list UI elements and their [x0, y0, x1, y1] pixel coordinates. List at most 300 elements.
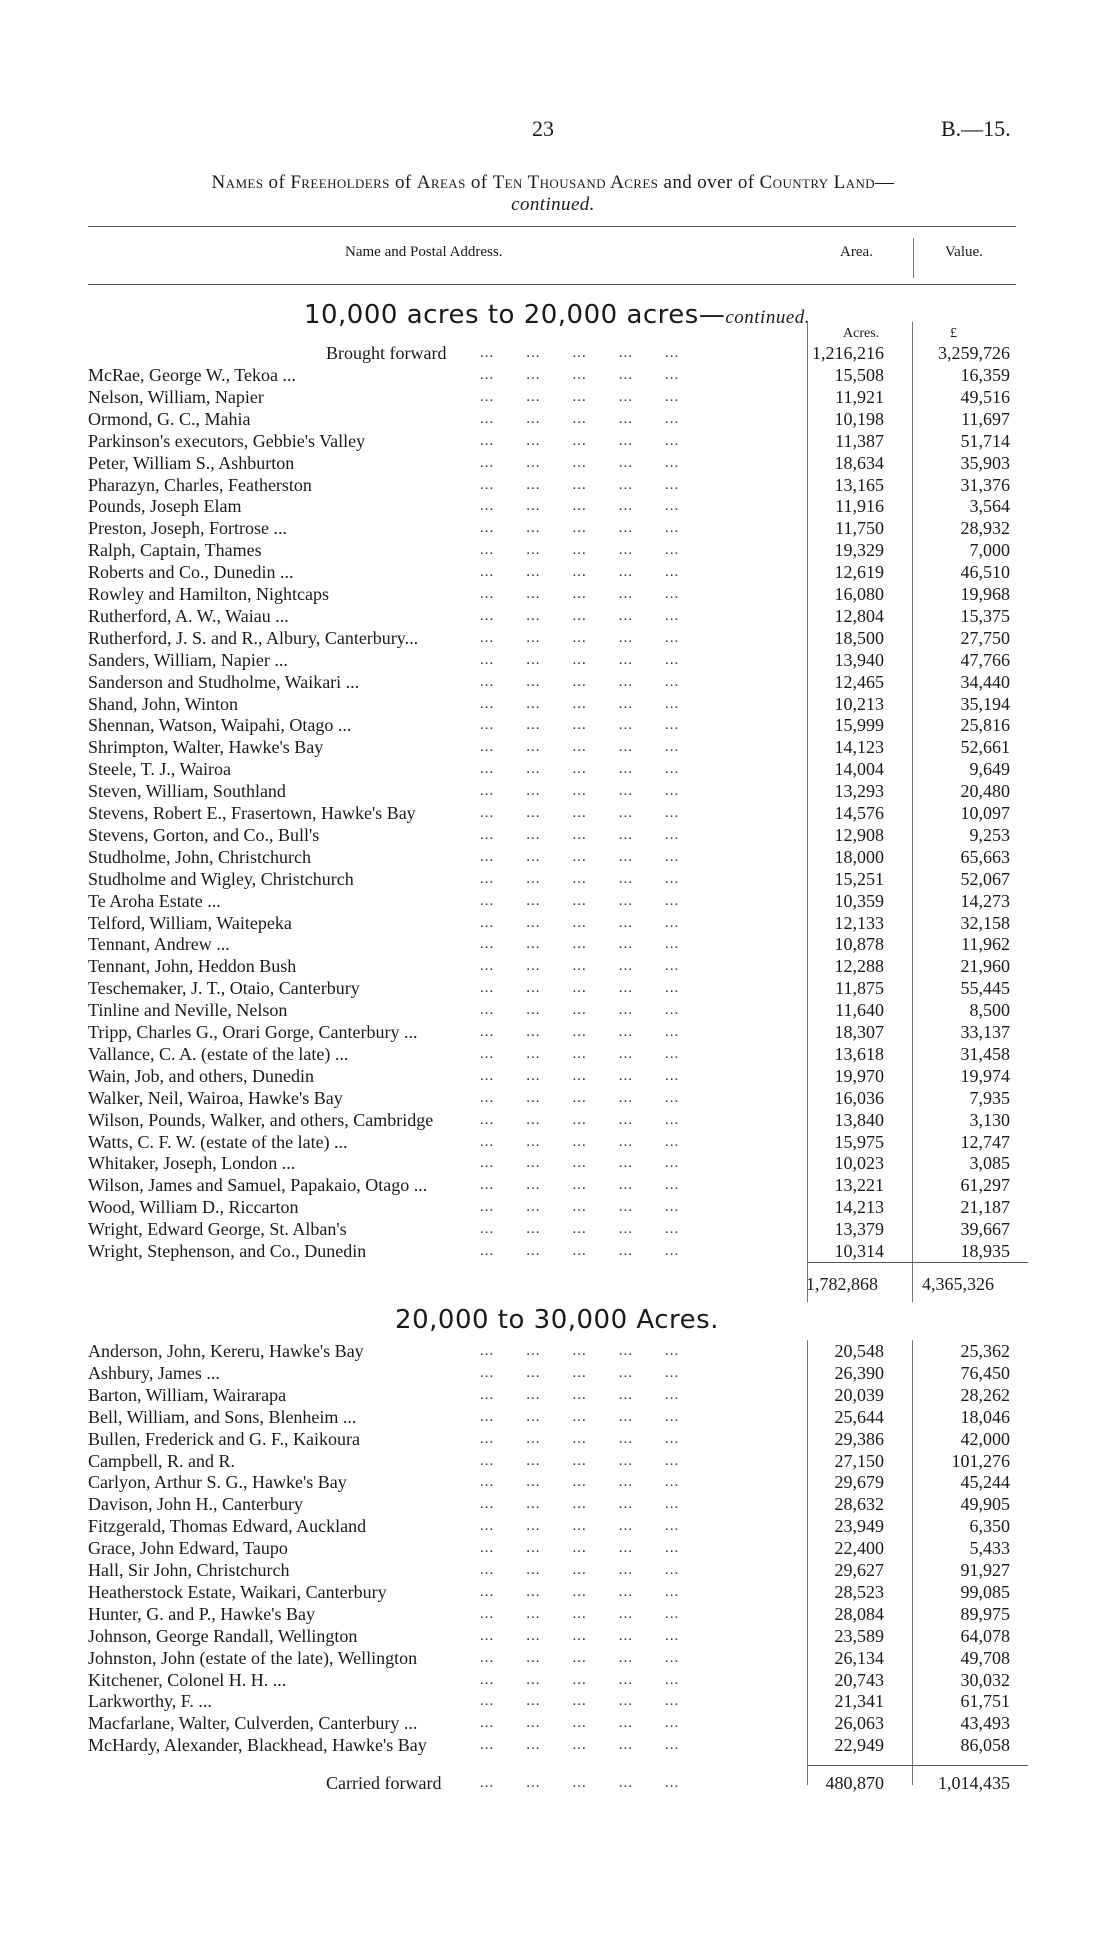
row-value: 39,667: [960, 1219, 1010, 1240]
row-area: 20,743: [834, 1669, 884, 1690]
leader-dots: ... ... ... ... ...: [480, 1045, 680, 1062]
row-value: 32,158: [960, 912, 1010, 933]
row-area: 15,508: [834, 365, 884, 385]
table-row: [0, 1174, 1114, 1196]
row-area: 15,975: [834, 1131, 884, 1152]
table-row: [0, 561, 1114, 583]
row-value: 3,130: [969, 1109, 1010, 1130]
row-value: 9,649: [969, 759, 1010, 780]
leader-dots: ... ... ... ... ...: [480, 1111, 680, 1128]
row-name: Heatherstock Estate, Waikari, Canterbury: [88, 1581, 387, 1602]
row-value: 33,137: [960, 1022, 1010, 1042]
row-value: 3,259,726: [938, 343, 1010, 363]
row-name: Shennan, Watson, Waipahi, Otago ...: [88, 715, 352, 736]
row-value: 30,032: [960, 1669, 1010, 1690]
row-name: Pounds, Joseph Elam: [88, 496, 242, 517]
leader-dots: ... ... ... ... ...: [480, 980, 680, 997]
table-row: [0, 474, 1114, 496]
row-name: Larkworthy, F. ...: [88, 1691, 212, 1712]
row-area: 12,288: [834, 956, 884, 977]
row-area: 28,632: [834, 1494, 884, 1515]
row-value: 55,445: [960, 978, 1010, 999]
row-area: 13,840: [834, 1109, 884, 1130]
table-row: [0, 1340, 1114, 1362]
row-name: Studholme, John, Christchurch: [88, 846, 311, 867]
leader-dots: ... ... ... ... ...: [480, 367, 680, 383]
table-row: [0, 955, 1114, 977]
row-value: 10,097: [960, 803, 1010, 823]
leader-dots: ... ... ... ... ...: [480, 1627, 680, 1644]
table-row: [0, 1196, 1114, 1218]
row-name: Johnston, John (estate of the late), Wellington: [88, 1647, 418, 1668]
row-area: 21,341: [834, 1691, 884, 1712]
row-area: 26,063: [834, 1713, 884, 1734]
table-row: [0, 1021, 1114, 1043]
section-title-20000-30000: 20,000 to 30,000 Acres.: [395, 1305, 719, 1335]
subtotal-rule: [808, 1262, 1028, 1263]
row-name: Grace, John Edward, Taupo: [88, 1538, 288, 1559]
row-area: 29,627: [834, 1560, 884, 1580]
row-area: 19,970: [834, 1065, 884, 1086]
row-name: Nelson, William, Napier: [88, 386, 264, 407]
row-value: 11,697: [961, 408, 1010, 429]
row-area: 11,640: [835, 1000, 884, 1021]
row-value: 20,480: [960, 781, 1010, 802]
row-area: 13,165: [834, 474, 884, 495]
table-row: [0, 758, 1114, 780]
section1-total-area: 1,782,868: [806, 1274, 878, 1294]
row-area: 11,916: [835, 496, 884, 517]
row-name: Tennant, Andrew ...: [88, 934, 230, 955]
leader-dots: ... ... ... ... ...: [480, 695, 680, 712]
row-value: 8,500: [969, 1000, 1010, 1021]
row-name: Wright, Edward George, St. Alban's: [88, 1219, 347, 1240]
row-value: 28,932: [960, 518, 1010, 539]
table-row: [0, 1109, 1114, 1131]
table-row: [0, 693, 1114, 715]
leader-dots: ... ... ... ... ...: [480, 542, 680, 559]
row-area: 16,036: [834, 1087, 884, 1108]
row-value: 27,750: [960, 627, 1010, 648]
row-name: Hunter, G. and P., Hawke's Bay: [88, 1603, 315, 1624]
row-name: Steven, William, Southland: [88, 781, 286, 802]
row-name: Stevens, Gorton, and Co., Bull's: [88, 824, 320, 845]
column-header-name: Name and Postal Address.: [345, 244, 503, 260]
leader-dots: ... ... ... ... ...: [480, 1089, 680, 1106]
table-row: [0, 802, 1114, 824]
leader-dots: ... ... ... ... ...: [480, 498, 680, 515]
row-name: Kitchener, Colonel H. H. ...: [88, 1669, 287, 1690]
table-row: [0, 517, 1114, 539]
row-name: Peter, William S., Ashburton: [88, 452, 295, 473]
row-area: 10,213: [834, 693, 884, 714]
leader-dots: ... ... ... ... ...: [480, 586, 680, 602]
row-area: 10,359: [834, 890, 884, 911]
leader-dots: ... ... ... ... ...: [480, 1155, 680, 1172]
row-value: 1,014,435: [938, 1773, 1010, 1793]
page-title: Names of Freeholders of Areas of Ten Thousand Acres and over of Country Land— continued.: [88, 172, 1018, 216]
row-name: Bell, William, and Sons, Blenheim ...: [88, 1406, 357, 1427]
area-unit-label: Acres.: [843, 326, 880, 341]
leader-dots: ... ... ... ... ...: [480, 1671, 680, 1688]
leader-dots: ... ... ... ... ...: [480, 914, 680, 931]
table-row: [0, 1581, 1114, 1603]
table-row: [0, 1240, 1114, 1262]
row-value: 34,440: [960, 671, 1010, 692]
table-row: [0, 1734, 1114, 1756]
table-row: [0, 1772, 1114, 1794]
leader-dots: ... ... ... ... ...: [480, 1177, 680, 1194]
row-value: 18,046: [960, 1406, 1010, 1427]
leader-dots: ... ... ... ... ...: [480, 1562, 680, 1578]
row-area: 13,940: [834, 649, 884, 670]
leader-dots: ... ... ... ... ...: [480, 651, 680, 668]
value-unit-label: £: [950, 326, 957, 341]
section1-total-value: 4,365,326: [922, 1274, 994, 1294]
row-area: 12,804: [834, 605, 884, 626]
row-name: Hall, Sir John, Christchurch: [88, 1560, 290, 1580]
row-value: 47,766: [960, 649, 1010, 670]
leader-dots: ... ... ... ... ...: [480, 410, 680, 427]
leader-dots: ... ... ... ... ...: [480, 826, 680, 843]
row-value: 21,960: [960, 956, 1010, 977]
row-area: 14,576: [834, 803, 884, 823]
row-area: 14,004: [834, 759, 884, 780]
row-name: Steele, T. J., Wairoa: [88, 759, 232, 780]
row-name: McHardy, Alexander, Blackhead, Hawke's Bay: [88, 1735, 427, 1756]
document-reference: B.—15.: [941, 116, 1011, 141]
table-row: [0, 1087, 1114, 1109]
row-value: 49,708: [960, 1647, 1010, 1668]
table-row: [0, 933, 1114, 955]
row-area: 19,329: [834, 540, 884, 561]
row-area: 20,548: [834, 1341, 884, 1361]
row-value: 12,747: [960, 1131, 1010, 1152]
table-row: [0, 671, 1114, 693]
table-row: [0, 780, 1114, 802]
row-name: Pharazyn, Charles, Featherston: [88, 474, 312, 495]
table-row: [0, 846, 1114, 868]
row-area: 22,949: [834, 1735, 884, 1756]
row-value: 21,187: [960, 1197, 1010, 1218]
row-value: 7,000: [969, 540, 1010, 561]
table-row: [0, 342, 1114, 364]
row-value: 31,458: [960, 1043, 1010, 1064]
row-name: Teschemaker, J. T., Otaio, Canterbury: [88, 978, 360, 999]
carried-forward-rule: [808, 1765, 1028, 1766]
row-area: 15,999: [834, 715, 884, 736]
column-header-value: Value.: [945, 244, 983, 260]
row-area: 22,400: [834, 1538, 884, 1559]
row-area: 26,134: [834, 1647, 884, 1668]
row-area: 18,307: [834, 1022, 884, 1042]
section-title-10000-20000: 10,000 acres to 20,000 acres—continued.: [303, 300, 811, 330]
table-row: [0, 1669, 1114, 1691]
row-area: 14,123: [834, 737, 884, 758]
column-header-area: Area.: [840, 244, 873, 260]
row-area: 13,293: [834, 781, 884, 802]
row-value: 49,516: [960, 386, 1010, 407]
row-name: Bullen, Frederick and G. F., Kaikoura: [88, 1428, 360, 1449]
leader-dots: ... ... ... ... ...: [480, 1133, 680, 1150]
row-area: 25,644: [834, 1406, 884, 1427]
leader-dots: ... ... ... ... ...: [480, 564, 680, 581]
row-area: 12,133: [834, 912, 884, 933]
table-row: [0, 649, 1114, 671]
row-area: 12,908: [834, 824, 884, 845]
row-area: 11,875: [835, 978, 884, 999]
row-name: Anderson, John, Kereru, Hawke's Bay: [88, 1341, 364, 1361]
row-area: 13,379: [834, 1219, 884, 1240]
row-name: Studholme and Wigley, Christchurch: [88, 868, 354, 889]
table-row: [0, 1152, 1114, 1174]
leader-dots: ... ... ... ... ...: [480, 1199, 680, 1216]
leader-dots: ... ... ... ... ...: [480, 1518, 680, 1535]
header-rule-top: [88, 226, 1016, 227]
row-area: 28,523: [834, 1581, 884, 1602]
row-name: Carried forward: [326, 1773, 442, 1793]
leader-dots: ... ... ... ... ...: [480, 1024, 680, 1040]
row-area: 14,213: [834, 1197, 884, 1218]
row-area: 10,198: [834, 408, 884, 429]
row-area: 23,589: [834, 1625, 884, 1646]
leader-dots: ... ... ... ... ...: [480, 717, 680, 734]
row-value: 14,273: [960, 890, 1010, 911]
leader-dots: ... ... ... ... ...: [480, 1583, 680, 1600]
row-value: 7,935: [969, 1087, 1010, 1108]
row-name: Telford, William, Waitepeka: [88, 912, 292, 933]
leader-dots: ... ... ... ... ...: [480, 1386, 680, 1403]
row-area: 11,750: [835, 518, 884, 539]
row-name: Watts, C. F. W. (estate of the late) ...: [88, 1131, 348, 1152]
leader-dots: ... ... ... ... ...: [480, 1737, 680, 1754]
row-value: 61,751: [960, 1691, 1010, 1712]
leader-dots: ... ... ... ... ...: [480, 1605, 680, 1622]
table-row: [0, 977, 1114, 999]
row-area: 16,080: [834, 584, 884, 604]
row-value: 9,253: [969, 824, 1010, 845]
row-area: 28,084: [834, 1603, 884, 1624]
row-value: 46,510: [960, 562, 1010, 583]
row-name: Stevens, Robert E., Frasertown, Hawke's Bay: [88, 803, 416, 823]
row-value: 61,297: [960, 1175, 1010, 1196]
table-row: [0, 1384, 1114, 1406]
row-name: Wood, William D., Riccarton: [88, 1197, 299, 1218]
row-name: Johnson, George Randall, Wellington: [88, 1625, 358, 1646]
row-value: 15,375: [960, 605, 1010, 626]
leader-dots: ... ... ... ... ...: [480, 1649, 680, 1666]
row-name: Wilson, James and Samuel, Papakaio, Otago ...: [88, 1175, 428, 1196]
header-rule-bottom: [88, 284, 1016, 285]
row-area: 480,870: [825, 1773, 884, 1793]
row-name: Barton, William, Wairarapa: [88, 1384, 287, 1405]
leader-dots: ... ... ... ... ...: [480, 783, 680, 800]
table-row: [0, 1537, 1114, 1559]
row-area: 26,390: [834, 1362, 884, 1383]
table-row: [0, 999, 1114, 1021]
table-row: [0, 605, 1114, 627]
table-row: [0, 386, 1114, 408]
table-row: [0, 1647, 1114, 1669]
leader-dots: ... ... ... ... ...: [480, 1364, 680, 1381]
row-value: 65,663: [960, 846, 1010, 867]
row-name: Rutherford, J. S. and R., Albury, Canterbury...: [88, 627, 419, 648]
row-name: Fitzgerald, Thomas Edward, Auckland: [88, 1516, 367, 1537]
row-area: 27,150: [834, 1450, 884, 1471]
leader-dots: ... ... ... ... ...: [480, 1693, 680, 1710]
leader-dots: ... ... ... ... ...: [480, 958, 680, 975]
row-area: 11,387: [835, 430, 884, 451]
leader-dots: ... ... ... ... ...: [480, 761, 680, 778]
header-separator: [913, 238, 914, 278]
leader-dots: ... ... ... ... ...: [480, 345, 680, 361]
row-value: 49,905: [960, 1494, 1010, 1515]
table-row: [0, 1559, 1114, 1581]
leader-dots: ... ... ... ... ...: [480, 739, 680, 756]
row-area: 1,216,216: [812, 343, 884, 363]
row-area: 10,023: [834, 1153, 884, 1174]
leader-dots: ... ... ... ... ...: [480, 476, 680, 493]
row-name: Parkinson's executors, Gebbie's Valley: [88, 430, 366, 451]
row-value: 25,816: [960, 715, 1010, 736]
row-name: Rutherford, A. W., Waiau ...: [88, 605, 289, 626]
title-continued: continued.: [511, 194, 595, 215]
row-value: 91,927: [960, 1560, 1010, 1580]
row-value: 19,974: [960, 1065, 1010, 1086]
leader-dots: ... ... ... ... ...: [480, 432, 680, 449]
leader-dots: ... ... ... ... ...: [480, 805, 680, 821]
row-area: 10,314: [834, 1241, 884, 1261]
table-row: [0, 408, 1114, 430]
row-name: Preston, Joseph, Fortrose ...: [88, 518, 287, 539]
table-row: [0, 1493, 1114, 1515]
leader-dots: ... ... ... ... ...: [480, 1452, 680, 1469]
table-row: [0, 1362, 1114, 1384]
leader-dots: ... ... ... ... ...: [480, 454, 680, 471]
row-name: Shand, John, Winton: [88, 693, 238, 714]
table-row: [0, 1515, 1114, 1537]
table-row: [0, 714, 1114, 736]
table-row: [0, 736, 1114, 758]
row-value: 35,194: [960, 693, 1010, 714]
row-value: 45,244: [960, 1472, 1010, 1493]
row-name: Shrimpton, Walter, Hawke's Bay: [88, 737, 324, 758]
table-row: [0, 824, 1114, 846]
row-area: 12,465: [834, 671, 884, 692]
row-value: 18,935: [960, 1241, 1010, 1261]
row-value: 51,714: [960, 430, 1010, 451]
row-value: 52,661: [960, 737, 1010, 758]
row-area: 23,949: [834, 1516, 884, 1537]
row-area: 13,221: [834, 1175, 884, 1196]
row-area: 18,500: [834, 627, 884, 648]
row-area: 29,679: [834, 1472, 884, 1493]
leader-dots: ... ... ... ... ...: [480, 1408, 680, 1425]
table-row: [0, 1471, 1114, 1493]
table-row: [0, 1131, 1114, 1153]
row-name: Whitaker, Joseph, London ...: [88, 1153, 296, 1174]
row-area: 18,000: [834, 846, 884, 867]
row-value: 11,962: [961, 934, 1010, 955]
leader-dots: ... ... ... ... ...: [480, 936, 680, 953]
row-value: 76,450: [960, 1362, 1010, 1383]
row-value: 101,276: [951, 1450, 1010, 1471]
table-row: [0, 1625, 1114, 1647]
table-row: [0, 1218, 1114, 1240]
row-name: Macfarlane, Walter, Culverden, Canterbury ...: [88, 1713, 418, 1734]
row-name: Sanders, William, Napier ...: [88, 649, 288, 670]
leader-dots: ... ... ... ... ...: [480, 607, 680, 624]
row-area: 12,619: [834, 562, 884, 583]
leader-dots: ... ... ... ... ...: [480, 1715, 680, 1732]
row-name: Carlyon, Arthur S. G., Hawke's Bay: [88, 1472, 347, 1493]
leader-dots: ... ... ... ... ...: [480, 629, 680, 646]
table-row: [0, 583, 1114, 605]
row-area: 29,386: [834, 1428, 884, 1449]
row-value: 19,968: [960, 584, 1010, 604]
leader-dots: ... ... ... ... ...: [480, 1775, 680, 1791]
table-row: [0, 1428, 1114, 1450]
row-area: 13,618: [834, 1043, 884, 1064]
row-name: Rowley and Hamilton, Nightcaps: [88, 584, 329, 604]
table-row: [0, 452, 1114, 474]
row-value: 99,085: [960, 1581, 1010, 1602]
leader-dots: ... ... ... ... ...: [480, 673, 680, 690]
table-row: [0, 890, 1114, 912]
row-value: 43,493: [960, 1713, 1010, 1734]
row-value: 35,903: [960, 452, 1010, 473]
table-row: [0, 430, 1114, 452]
row-value: 89,975: [960, 1603, 1010, 1624]
page-number: 23: [532, 116, 554, 141]
row-value: 86,058: [960, 1735, 1010, 1756]
row-value: 25,362: [960, 1341, 1010, 1361]
table-row: [0, 627, 1114, 649]
row-area: 20,039: [834, 1384, 884, 1405]
row-name: Wilson, Pounds, Walker, and others, Cambridge: [88, 1109, 434, 1130]
row-name: Wain, Job, and others, Dunedin: [88, 1065, 315, 1086]
row-name: Walker, Neil, Wairoa, Hawke's Bay: [88, 1087, 343, 1108]
row-area: 18,634: [834, 452, 884, 473]
row-value: 3,564: [969, 496, 1010, 517]
table-row: [0, 364, 1114, 386]
leader-dots: ... ... ... ... ...: [480, 1243, 680, 1259]
row-value: 5,433: [969, 1538, 1010, 1559]
leader-dots: ... ... ... ... ...: [480, 388, 680, 405]
row-name: McRae, George W., Tekoa ...: [88, 365, 297, 385]
row-value: 16,359: [960, 365, 1010, 385]
table-row: [0, 1603, 1114, 1625]
row-area: 15,251: [834, 868, 884, 889]
row-value: 6,350: [969, 1516, 1010, 1537]
table-row: [0, 1406, 1114, 1428]
leader-dots: ... ... ... ... ...: [480, 1002, 680, 1019]
row-value: 28,262: [960, 1384, 1010, 1405]
row-name: Wright, Stephenson, and Co., Dunedin: [88, 1241, 367, 1261]
row-area: 10,878: [834, 934, 884, 955]
leader-dots: ... ... ... ... ...: [480, 520, 680, 537]
row-name: Tennant, John, Heddon Bush: [88, 956, 297, 977]
row-value: 31,376: [960, 474, 1010, 495]
leader-dots: ... ... ... ... ...: [480, 1343, 680, 1359]
row-name: Campbell, R. and R.: [88, 1450, 235, 1471]
row-name: Ashbury, James ...: [88, 1362, 220, 1383]
row-name: Ormond, G. C., Mahia: [88, 408, 251, 429]
leader-dots: ... ... ... ... ...: [480, 870, 680, 887]
row-name: Vallance, C. A. (estate of the late) ...: [88, 1043, 349, 1064]
row-value: 42,000: [960, 1428, 1010, 1449]
table-row: [0, 539, 1114, 561]
